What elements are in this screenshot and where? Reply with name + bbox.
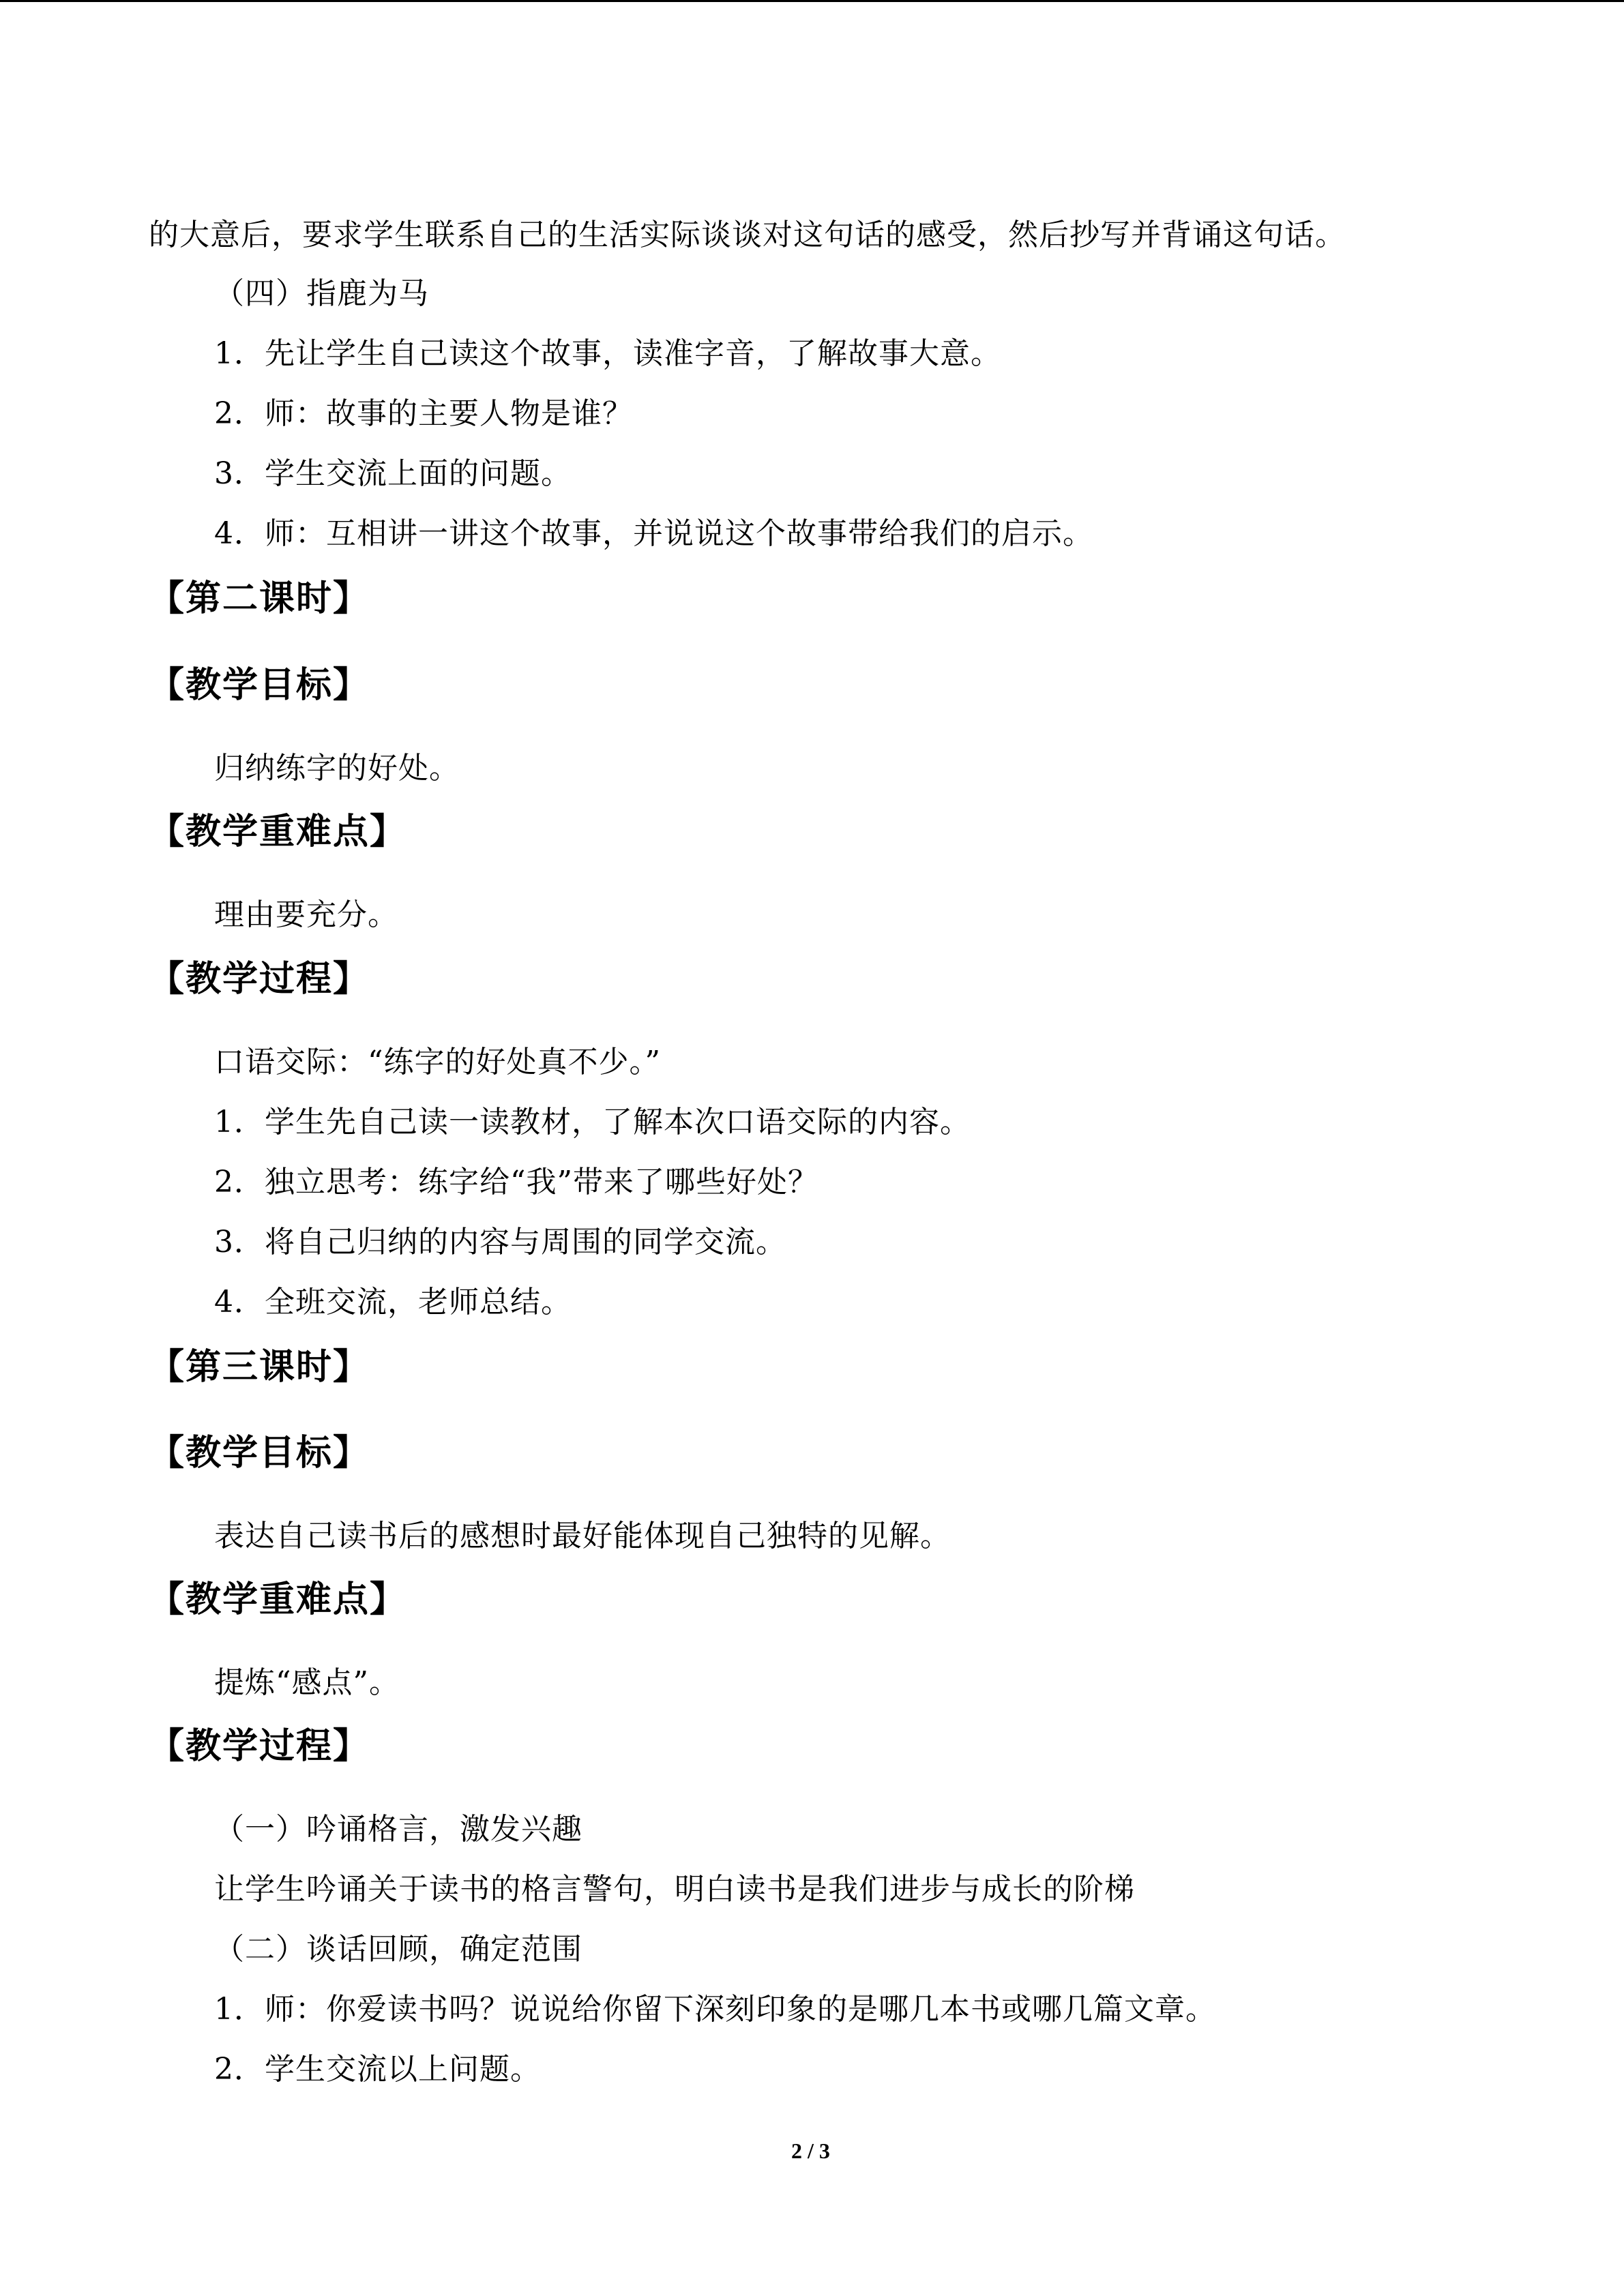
list-item: 2．师：故事的主要人物是谁？ — [214, 396, 633, 431]
section-heading: 【教学重难点】 — [149, 811, 407, 852]
section-heading: 【教学过程】 — [149, 1726, 370, 1767]
paragraph-line: 口语交际：“练字的好处真不少。” — [214, 1045, 661, 1079]
page-number: 2 / 3 — [791, 2138, 830, 2163]
subsection-title: （四）指鹿为马 — [214, 276, 429, 311]
paragraph-line: 的大意后，要求学生联系自己的生活实际谈谈对这句话的感受，然后抄写并背诵这句话。 — [149, 218, 1346, 252]
paragraph-line: 归纳练字的好处。 — [214, 751, 460, 786]
list-item: 2．学生交流以上问题。 — [214, 2052, 541, 2087]
paragraph-line: 让学生吟诵关于读书的格言警句，明白读书是我们进步与成长的阶梯 — [214, 1872, 1135, 1907]
list-item: 1．师：你爱读书吗？说说给你留下深刻印象的是哪几本书或哪几篇文章。 — [214, 1992, 1216, 2027]
lesson-heading: 【第三课时】 — [149, 1347, 370, 1388]
lesson-heading: 【第二课时】 — [149, 578, 370, 619]
section-heading: 【教学过程】 — [149, 959, 370, 1000]
list-item: 1．学生先自己读一读教材，了解本次口语交际的内容。 — [214, 1105, 971, 1139]
subsection-title: （二）谈话回顾，确定范围 — [214, 1932, 582, 1967]
paragraph-line: 表达自己读书后的感想时最好能体现自己独特的见解。 — [214, 1519, 951, 1553]
list-item: 1．先让学生自己读这个故事，读准字音，了解故事大意。 — [214, 336, 1001, 371]
subsection-title: （一）吟诵格言，激发兴趣 — [214, 1812, 582, 1847]
list-item: 3．学生交流上面的问题。 — [214, 456, 572, 491]
section-heading: 【教学目标】 — [149, 665, 370, 706]
list-item: 4．全班交流，老师总结。 — [214, 1285, 572, 1320]
list-item: 4．师：互相讲一讲这个故事，并说说这个故事带给我们的启示。 — [214, 516, 1093, 551]
paragraph-line: 理由要充分。 — [214, 897, 398, 932]
top-border-line — [0, 0, 1624, 2]
list-item: 2．独立思考：练字给“我”带来了哪些好处？ — [214, 1165, 818, 1199]
section-heading: 【教学重难点】 — [149, 1579, 407, 1620]
list-item: 3．将自己归纳的内容与周围的同学交流。 — [214, 1225, 786, 1259]
section-heading: 【教学目标】 — [149, 1433, 370, 1474]
paragraph-line: 提炼“感点”。 — [214, 1665, 400, 1700]
